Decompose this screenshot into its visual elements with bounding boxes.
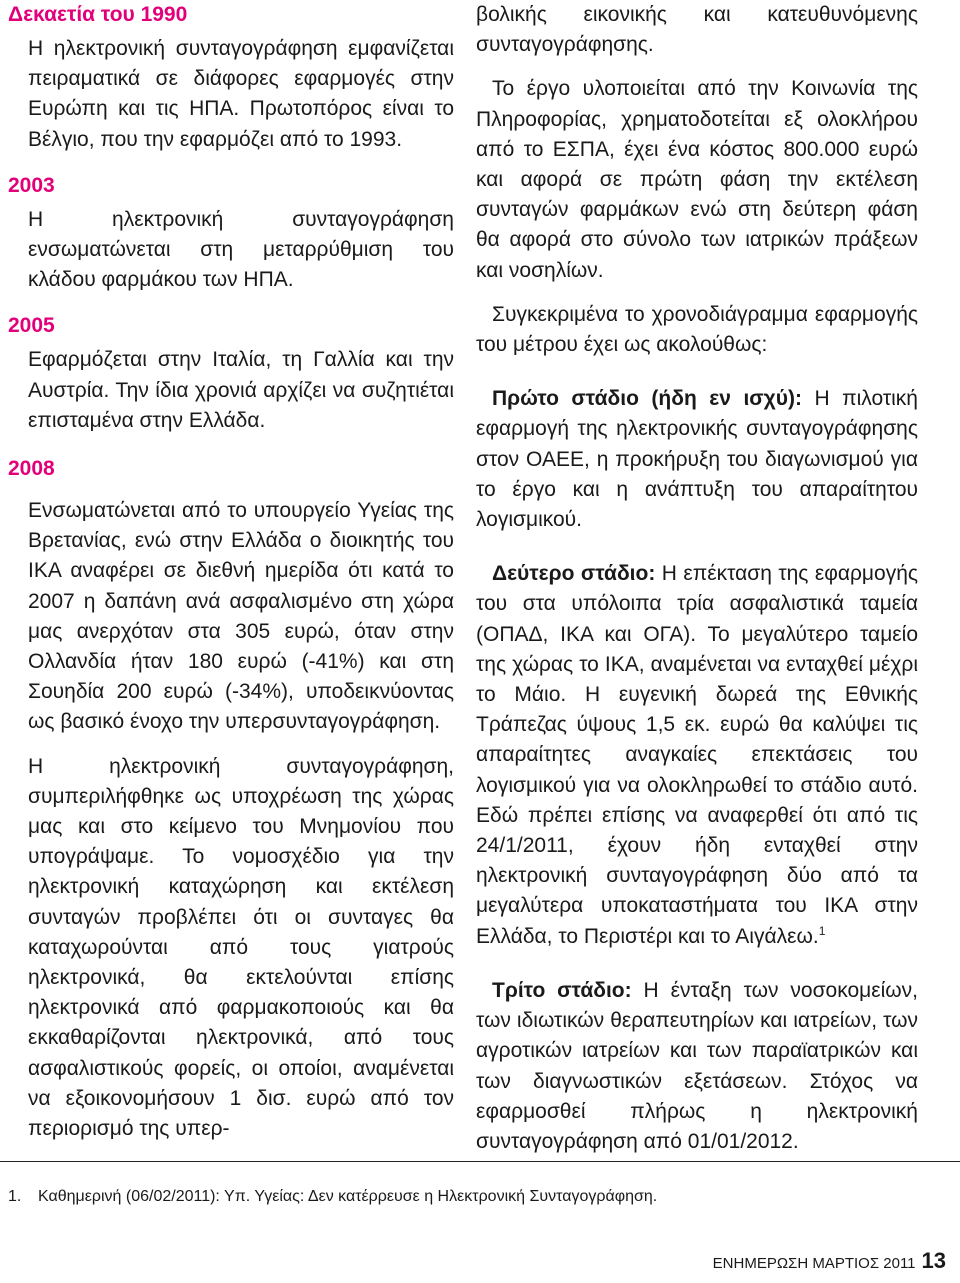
- footnote-divider: [0, 1161, 960, 1162]
- page-number: 13: [921, 1248, 946, 1273]
- section-text-2003: Η ηλεκτρονική συνταγογράφηση ενσωματώνεται στη μεταρρύθμιση του κλάδου φαρμάκου των ΗΠΑ.: [28, 207, 454, 292]
- footnote-text: Καθημερινή (06/02/2011): Υπ. Υγείας: Δεν κατέρρευσε η Ηλεκτρονική Συνταγογράφηση.: [38, 1188, 658, 1205]
- stage-two-label: Δεύτερο στάδιο:: [492, 562, 656, 586]
- section-text-1990s: Η ηλεκτρονική συνταγογράφηση εμφανίζεται πειραματικά σε διάφορες εφαρμογές στην Ευρώπη και τις ΗΠΑ. Πρωτοπόρος είναι το Βέλγιο, που την εφαρμόζει από το 1993.: [28, 37, 454, 151]
- section-text-2008-b: Η ηλεκτρονική συνταγογράφηση, συμπεριλήφθηκε ως υποχρέωση της χώρας μας και στο κείμενο του Μνημονίου που υπογράψαμε. Το νομοσχέδιο για την ηλεκτρονική καταχώρηση και εκτέλεση συνταγών προβλέπει ότι οι συνταγες θα καταχωρούνται από τους γιατρούς ηλεκτρονικά, θα εκτελούνται επίσης ηλεκτρονικά από φαρμακοποιούς και θα εκκαθαρίζονται ηλεκτρονικά, από τους ασφαλιστικούς φορείς, οι οποίοι, αναμένεται να εξοικονομήσουν 1 δισ. ευρώ από τον περιορισμό της υπερ-: [28, 754, 454, 1141]
- right-column: [476, 0, 918, 1157]
- section-text-2005: Εφαρμόζεται στην Ιταλία, τη Γαλλία και την Αυστρία. Την ίδια χρονιά αρχίζει να συζητιέται επισταμένα στην Ελλάδα.: [28, 348, 454, 432]
- publication-name: ΕΝΗΜΕΡΩΣΗ ΜΑΡΤΙΟΣ 2011: [712, 1255, 916, 1272]
- stage-three-text: Η ένταξη των νοσοκομείων, των ιδιωτικών θεραπευτηρίων και ιατρείων, των αγροτικών ιατρείων και των παραϊατρικών και των διαγνωστικών εξετάσεων. Στόχος να εφαρμοσθεί πλήρως η ηλεκτρονική συνταγογράφηση από 01/01/2012.: [476, 978, 918, 1153]
- stage-two-text: Η επέκταση της εφαρμογής του στα υπόλοιπα τρία ασφαλιστικά ταμεία (ΟΠΑΔ, ΙΚΑ και ΟΓΑ). Το μεγαλύτερο ταμείο της χώρας το ΙΚΑ, αναμένεται να ενταχθεί μέχρι το Μάιο. Η ευγενική δωρεά της Εθνικής Τράπεζας ύψους 1,5 εκ. ευρώ θα καλύψει τις απαραίτητες αναγκαίες επεκτάσεις του λογισμικού για να ολοκληρωθεί το στάδιο αυτό. Εδώ πρέπει επίσης να αναφερθεί ότι από τις 24/1/2011, έχουν ήδη ενταχθεί στην ηλεκτρονική συνταγογράφηση δύο από τα μεγαλύτερα υποκαταστήματα του ΙΚΑ στην Ελλάδα, το Περιστέρι και το Αιγάλεω.: [476, 562, 919, 948]
- footnote-reference[interactable]: 1: [818, 923, 826, 938]
- stage-one-text: Η πιλοτική εφαρμογή της ηλεκτρονικής συνταγογράφησης στον ΟΑΕΕ, η προκήρυξη του διαγωνισμού για το έργο και η ανάπτυξη του απαραίτητου λογισμικού.: [476, 387, 918, 532]
- project-paragraph: Το έργο υλοποιείται από την Κοινωνία της Πληροφορίας, χρηματοδοτείται εξ ολοκλήρου από το ΕΣΠΑ, έχει ένα κόστος 800.000 ευρώ και αφορά σε πρώτη φάση την εκτέλεση συνταγών φαρμάκων ενώ στη δεύτερη φάση θα αφορά στο σύνολο των ιατρικών πράξεων και νοσηλίων.: [476, 77, 918, 282]
- page-footer: [713, 1250, 946, 1272]
- continuation-text: βολικής εικονικής και κατευθυνόμενης συνταγογράφησης.: [476, 3, 918, 57]
- section-heading-1990s: Δεκαετία του 1990: [8, 3, 188, 26]
- stage-one: [476, 384, 918, 535]
- section-heading-2008: 2008: [8, 457, 55, 481]
- section-text-2008-a: Ενσωματώνεται από το υπουργείο Υγείας της Βρετανίας, ενώ στην Ελλάδα ο διοικητής του ΙΚΑ αναφέρει σε διεθνή ημερίδα ότι κατά το 2007 η δαπάνη ανά ασφαλισμένο στη χώρα μας ανερχόταν στα 305 ευρώ, όταν στην Ολλανδία ήταν 180 ευρώ (-41%) και στη Σουηδία 200 ευρώ (-34%), υποδεικνύοντας ως βασικό ένοχο την υπερσυνταγογράφηση.: [28, 499, 454, 734]
- timeline-intro: Συγκεκριμένα το χρονοδιάγραμμα εφαρμογής του μέτρου έχει ως ακολούθως:: [476, 302, 918, 357]
- stage-two: [476, 559, 918, 952]
- footnote: [8, 1188, 657, 1206]
- stage-three: [476, 976, 918, 1157]
- section-heading-2003: 2003: [8, 173, 55, 197]
- stage-one-label: Πρώτο στάδιο (ήδη εν ισχύ):: [492, 387, 802, 411]
- left-column: [8, 0, 454, 1144]
- stage-three-label: Τρίτο στάδιο:: [492, 978, 632, 1002]
- section-heading-2005: 2005: [8, 314, 55, 338]
- footnote-number: 1.: [8, 1188, 22, 1205]
